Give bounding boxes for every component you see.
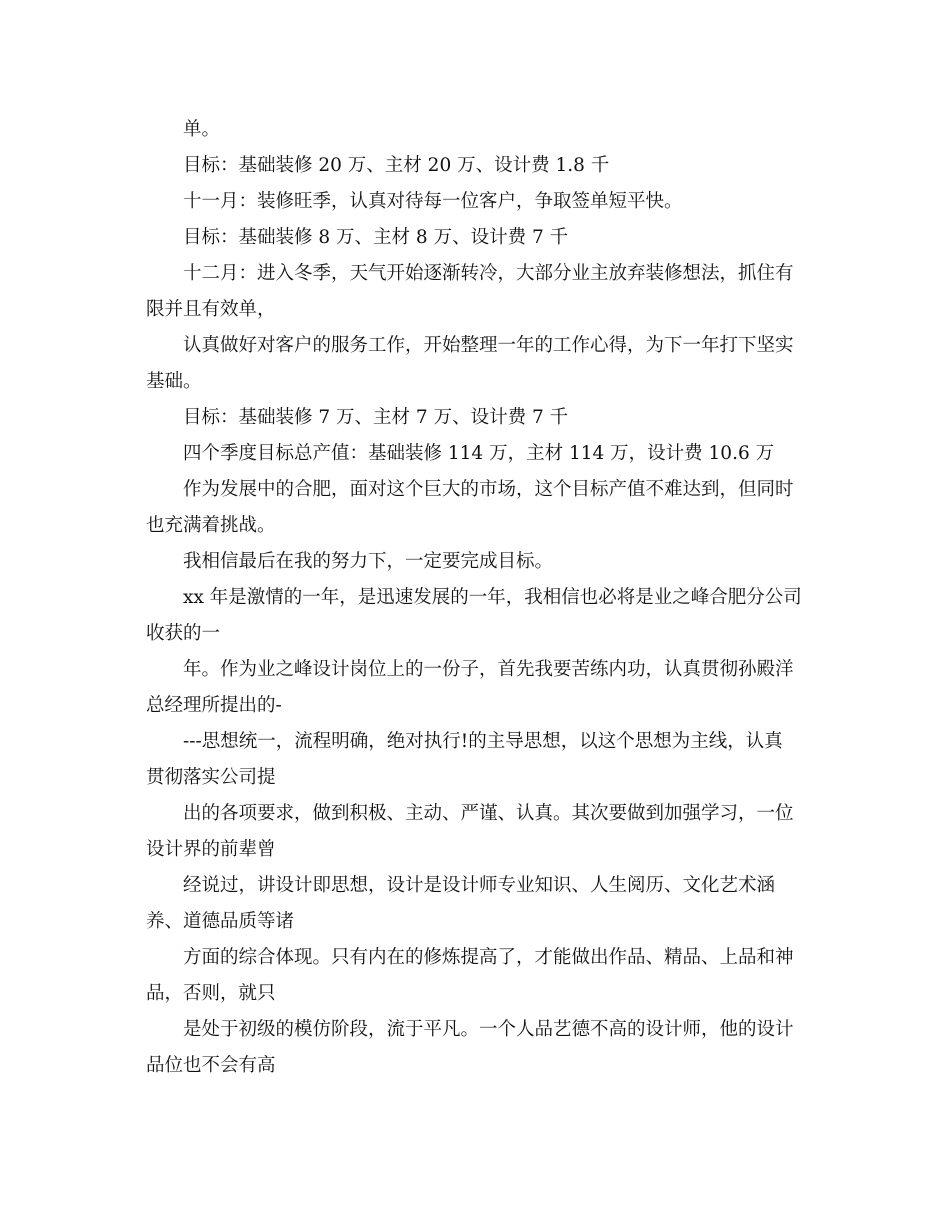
text-line: 四个季度目标总产值：基础装修 114 万，主材 114 万，设计费 10.6 万	[183, 443, 775, 464]
text-line: xx 年是激情的一年，是迅速发展的一年，我相信也必将是业之峰合肥分公司	[183, 587, 802, 608]
text-line: 是处于初级的模仿阶段，流于平凡。一个人品艺德不高的设计师，他的设计	[183, 1019, 794, 1040]
text-line: 我相信最后在我的努力下，一定要完成目标。	[183, 551, 554, 572]
text-line: 基础。	[146, 371, 202, 392]
text-line: 出的各项要求，做到积极、主动、严谨、认真。其次要做到加强学习，一位	[183, 803, 794, 824]
document-body	[146, 112, 806, 1084]
text-line: 认真做好对客户的服务工作，开始整理一年的工作心得，为下一年打下坚实	[183, 335, 794, 356]
text-line: 品位也不会有高	[146, 1055, 276, 1076]
text-line: 限并且有效单，	[146, 299, 276, 320]
text-line: 品，否则，就只	[146, 983, 276, 1004]
text-line: 十二月：进入冬季，天气开始逐渐转冷，大部分业主放弃装修想法，抓住有	[183, 263, 794, 284]
text-line: ---思想统一，流程明确，绝对执行!的主导思想，以这个思想为主线，认真	[183, 731, 783, 752]
text-line: 目标：基础装修 20 万、主材 20 万、设计费 1.8 千	[183, 155, 610, 176]
text-line: 总经理所提出的-	[146, 695, 282, 716]
text-line: 单。	[183, 119, 221, 140]
text-line: 十一月：装修旺季，认真对待每一位客户，争取签单短平快。	[183, 191, 683, 212]
text-line: 贯彻落实公司提	[146, 767, 276, 788]
text-line: 年。作为业之峰设计岗位上的一份子，首先我要苦练内功，认真贯彻孙殿洋	[183, 659, 794, 680]
text-line: 养、道德品质等诸	[146, 911, 295, 932]
text-line: 目标：基础装修 7 万、主材 7 万、设计费 7 千	[183, 407, 569, 428]
text-line: 也充满着挑战。	[146, 515, 276, 536]
text-line: 收获的一	[146, 623, 221, 644]
text-line: 设计界的前辈曾	[146, 839, 276, 860]
text-line: 经说过，讲设计即思想，设计是设计师专业知识、人生阅历、文化艺术涵	[183, 875, 776, 896]
text-line: 目标：基础装修 8 万、主材 8 万、设计费 7 千	[183, 227, 569, 248]
text-line: 作为发展中的合肥，面对这个巨大的市场，这个目标产值不难达到，但同时	[183, 479, 794, 500]
text-line: 方面的综合体现。只有内在的修炼提高了，才能做出作品、精品、上品和神	[183, 947, 794, 968]
